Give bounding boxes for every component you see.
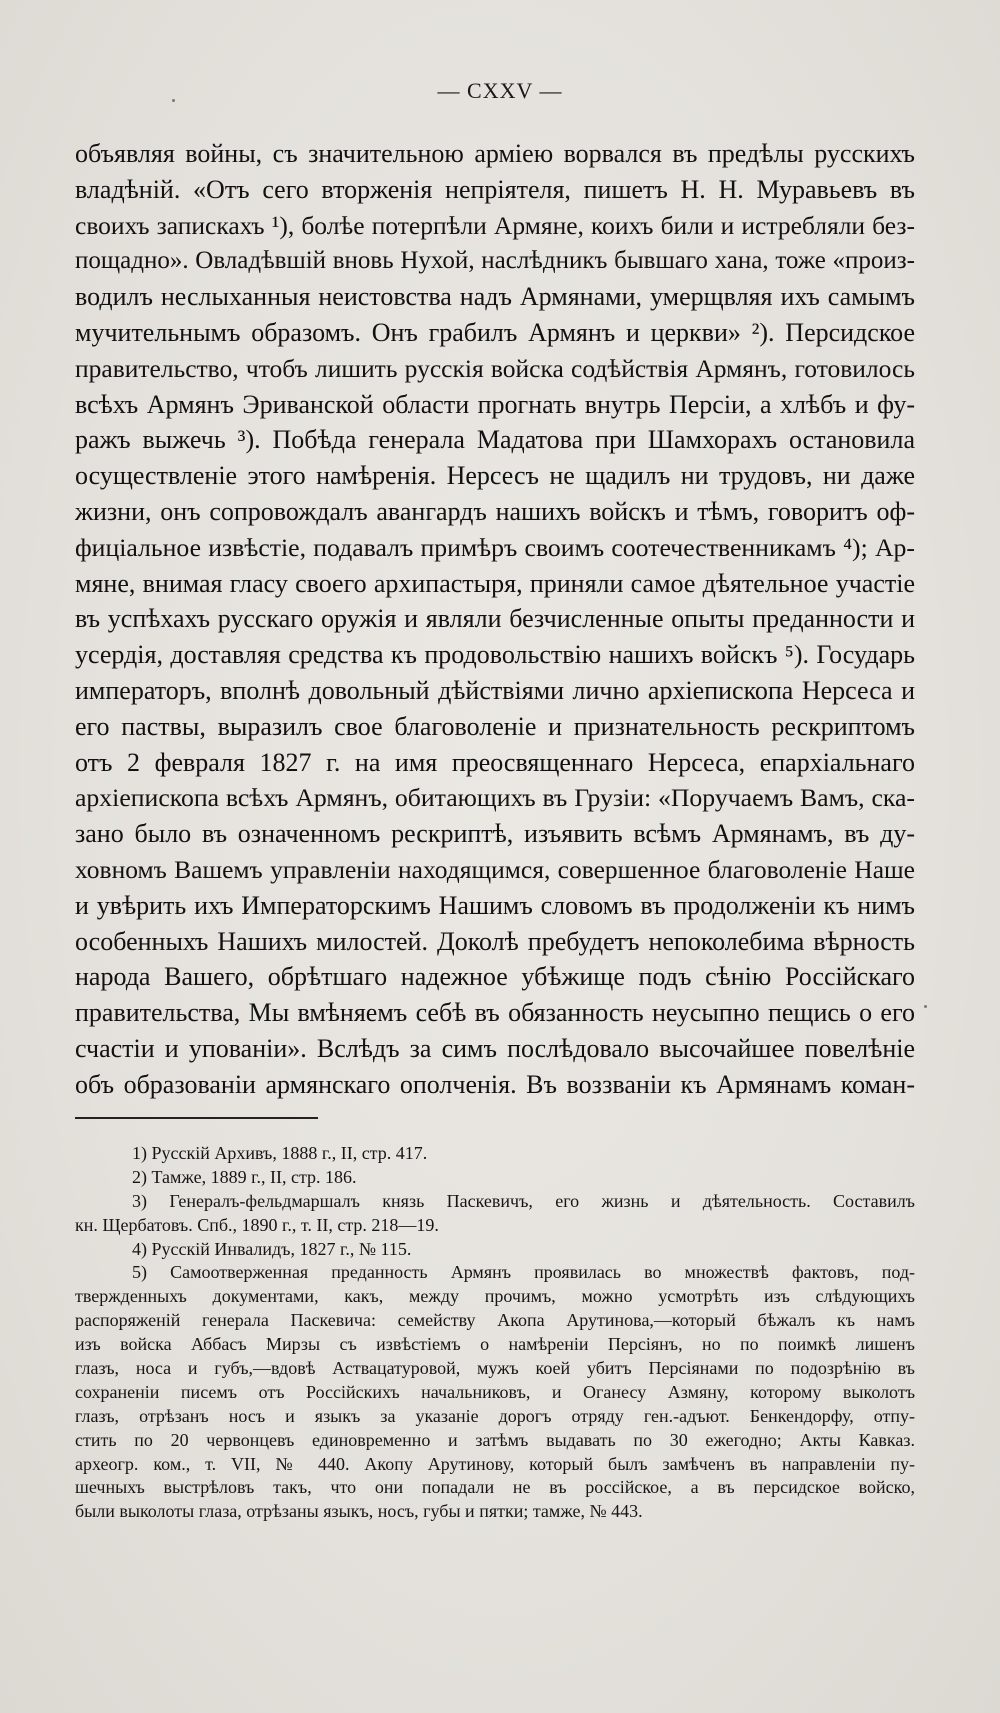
footnotes [75, 1142, 915, 1524]
footnote-line: глазъ, носа и губъ,—вдовѣ Аствацатуровой, мужъ коей убитъ Персіянами по подозрѣнію въ [75, 1358, 915, 1379]
text-line: мяне, внимая гласу своего архипастыря, приняли самое дѣятельное участіе [75, 568, 915, 598]
footnote-line: распоряженій генерала Паскевича: семейству Акопа Арутинова,—который бѣжалъ къ намъ [75, 1310, 915, 1331]
text-line: жизни, онъ сопровождалъ авангардъ нашихъ войскъ и тѣмъ, говоритъ оф- [75, 496, 915, 526]
text-line: зано было въ означенномъ рескриптѣ, изъявить всѣмъ Армянамъ, въ ду- [75, 819, 915, 849]
text-line: пощадно». Овладѣвшій вновь Нухой, наслѣдникъ бывшаго хана, тоже «произ- [75, 247, 915, 275]
footnote-line: 4) Русскій Инвалидъ, 1827 г., № 115. [132, 1238, 412, 1259]
footnote-line: 1) Русскій Архивъ, 1888 г., II, стр. 417. [132, 1143, 428, 1163]
text-line: фиціальное извѣстіе, подавалъ примѣръ своимъ соотечественникамъ ⁴); Ар- [75, 532, 915, 562]
text-line: особенныхъ Нашихъ милостей. Доколѣ пребудетъ непоколебима вѣрность [75, 926, 915, 956]
text-line: всѣхъ Армянъ Эриванской области прогнать внутрь Персіи, а хлѣбъ и фу- [75, 389, 915, 419]
text-line: архіепископа всѣхъ Армянъ, обитающихъ въ Грузіи: «Поручаемъ Вамъ, ска- [75, 783, 915, 813]
footnote-line: сохраненіи писемъ отъ Россійскихъ начальниковъ, и Оганесу Азмяну, которому выколотъ [75, 1381, 915, 1402]
text-line: правительства, Мы вмѣняемъ себѣ въ обязанность неусыпно пещись о его [75, 998, 915, 1028]
text-line: правительство, чтобъ лишить русскія войска содѣйствія Армянъ, готовилось [75, 353, 915, 383]
text-line: его паствы, выразилъ свое благоволеніе и признательность рескриптомъ [75, 711, 915, 741]
footnote-line: 2) Тамже, 1889 г., II, стр. 186. [132, 1166, 357, 1187]
footnote-line: стить по 20 червонцевъ единовременно и затѣмъ выдавать по 30 ежегодно; Акты Кавказ. [75, 1429, 915, 1450]
text-line: счастіи и упованіи». Вслѣдъ за симъ послѣдовало высочайшее повелѣніе [75, 1033, 915, 1063]
text-line: ховномъ Вашемъ управленіи находящимся, совершенное благоволеніе Наше [75, 854, 915, 884]
footnote-line: 5) Самоотверженная преданность Армянъ проявилась во множествѣ фактовъ, под- [132, 1262, 915, 1283]
paper-speck [172, 99, 175, 102]
text-line: отъ 2 февраля 1827 г. на имя преосвященнаго Нерсеса, епархіальнаго [75, 747, 915, 777]
text-line: и увѣрить ихъ Императорскимъ Нашимъ словомъ въ продолженіи къ нимъ [75, 890, 915, 920]
text-line: владѣній. «Отъ сего вторженія непріятеля, пишетъ Н. Н. Муравьевъ въ [75, 174, 915, 204]
footnote-line: археогр. ком., т. VII, № 440. Акопу Арутинову, который былъ замѣченъ въ направленіи пу- [75, 1453, 915, 1474]
text-line: объявляя войны, съ значительною арміею ворвался въ предѣлы русскихъ [75, 139, 915, 168]
text-line: мучительнымъ образомъ. Онъ грабилъ Армянъ и церкви» ²). Персидское [75, 317, 915, 347]
text-line: усердія, доставляя средства къ продовольствію нашихъ войскъ ⁵). Государь [75, 640, 915, 670]
footnote-line: твержденныхъ документами, какъ, между прочимъ, можно усмотрѣть изъ слѣдующихъ [75, 1286, 915, 1307]
footnote-line: шечныхъ выстрѣловъ такъ, что они попадали не въ россійское, а въ персидское войско, [75, 1477, 915, 1498]
footnote-line: были выколоты глаза, отрѣзаны языкъ, носъ, губы и пятки; тамже, № 443. [75, 1501, 643, 1522]
text-line: въ успѣхахъ русскаго оружія и являли безчисленные опыты преданности и [75, 604, 915, 634]
footnote-line: глазъ, отрѣзанъ носъ и языкъ за указаніе дорогъ отряду ген.-адъют. Бенкендорфу, отпу- [75, 1405, 915, 1426]
page-number: — CXXV — [437, 78, 563, 103]
text-line: осуществленіе этого намѣренія. Нерсесъ не щадилъ ни трудовъ, ни даже [75, 461, 915, 491]
footnote-line: 3) Генералъ-фельдмаршалъ князь Паскевичъ, его жизнь и дѣятельность. Составилъ [132, 1190, 915, 1211]
text-line: императоръ, вполнѣ довольный дѣйствіями лично архіепископа Нерсеса и [75, 675, 915, 705]
footnote-line: кн. Щербатовъ. Спб., 1890 г., т. II, стр. 218—19. [75, 1214, 439, 1235]
main-text [75, 136, 915, 1103]
text-line: водилъ неслыханныя неистовства надъ Армянами, умерщвляя ихъ самымъ [75, 282, 915, 312]
footnote-divider [75, 1117, 318, 1119]
text-line: ражъ выжечь ³). Побѣда генерала Мадатова при Шамхорахъ остановила [75, 425, 915, 455]
text-line: своихъ запискахъ ¹), болѣе потерпѣли Армяне, коихъ били и истребляли без- [75, 210, 915, 240]
text-line: народа Вашего, обрѣтшаго надежное убѣжище подъ сѣнію Россійскаго [75, 962, 915, 992]
paper-speck [924, 1005, 927, 1008]
footnote-line: изъ войска Аббасъ Мирзы съ извѣстіемъ о намѣреніи Персіянъ, но по поимкѣ лишенъ [75, 1334, 915, 1355]
text-line: объ образованіи армянскаго ополченія. Въ воззваніи къ Армянамъ коман- [75, 1069, 915, 1099]
